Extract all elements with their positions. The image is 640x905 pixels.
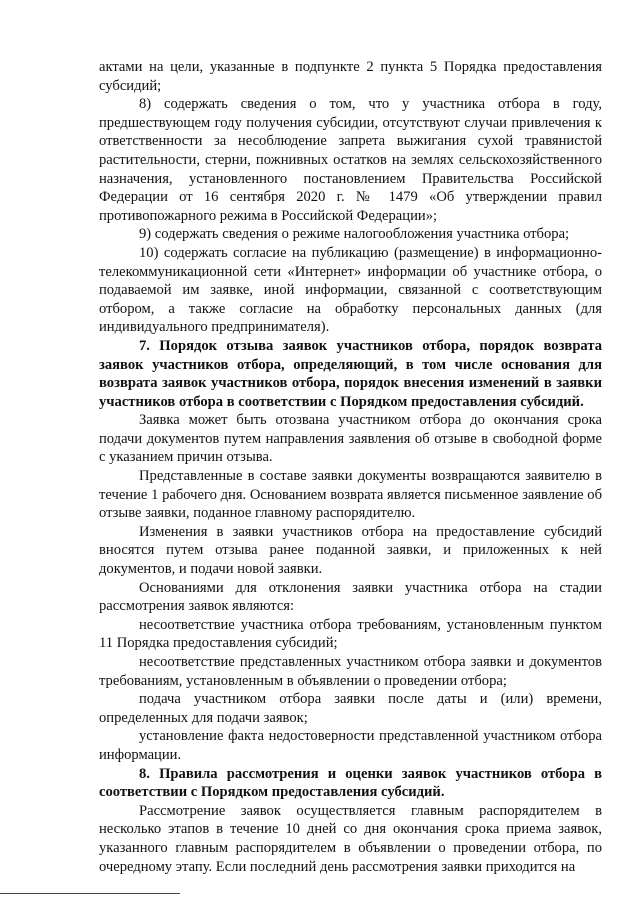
footnote-separator: [0, 893, 180, 894]
paragraph: несоответствие участника отбора требованиям, установленным пунктом 11 Порядка предоставления субсидий;: [99, 616, 602, 652]
document-body: [99, 58, 602, 876]
paragraph: установление факта недостоверности представленной участником отбора информации.: [99, 728, 602, 763]
paragraph: несоответствие представленных участником отбора заявки и документов требованиям, установленным в объявлении о проведении отбора;: [99, 654, 602, 689]
paragraph: 9) содержать сведения о режиме налогообложения участника отбора;: [139, 226, 570, 243]
paragraph: актами на цели, указанные в подпункте 2 пункта 5 Порядка предоставления субсидий;: [99, 59, 602, 94]
section-heading: 7. Порядок отзыва заявок участников отбора, порядок возврата заявок участников отбора, определяющий, в том числе основания для возврата заявок участников отбора, порядок внесения изменений в заявки участников отбора в соответствии с Порядком предоставления субсидий.: [99, 337, 602, 410]
paragraph: Заявка может быть отозвана участником отбора до окончания срока подачи документов путем направления заявления об отзыве в свободной форме с указанием причин отзыва.: [99, 412, 602, 466]
paragraph: Представленные в составе заявки документы возвращаются заявителю в течение 1 рабочего дня. Основанием возврата является письменное заявление об отзыве заявки, поданное главному распорядителю.: [99, 468, 602, 522]
paragraph: 8) содержать сведения о том, что у участника отбора в году, предшествующем году получения субсидии, отсутствуют случаи привлечения к ответственности за несоблюдение запрета выжигания сухой травянистой растительности, стерни, пожнивных остатков на землях сельскохозяйственного назначения, установленного постановлением Правительства Российской Федерации от 16 сентября 2020 г. № 1479 «Об утверждении правил противопожарного режима в Российской Федерации»;: [99, 96, 602, 224]
paragraph: Рассмотрение заявок осуществляется главным распорядителем в несколько этапов в течение 10 дней со дня окончания срока приема заявок, указанного главным распорядителем в объявлении о проведении отбора, по очередному этапу. Если последний день рассмотрения заявки приходится на: [99, 802, 602, 875]
paragraph: Изменения в заявки участников отбора на предоставление субсидий вносятся путем отзыва ранее поданной заявки, и приложенных к ней документов, и подачи новой заявки.: [99, 523, 602, 578]
paragraph: Основаниями для отклонения заявки участника отбора на стадии рассмотрения заявок являются:: [99, 579, 602, 615]
paragraph: 10) содержать согласие на публикацию (размещение) в информационно-телекоммуникационной сети «Интернет» информации об участнике отбора, о подаваемой им заявке, иной информации, связанной с соответствующим отбором, а также согласие на обработку персональных данных (для индивидуального предпринимателя).: [99, 244, 602, 336]
paragraph: подача участником отбора заявки после даты и (или) времени, определенных для подачи заявок;: [99, 691, 602, 726]
section-heading: 8. Правила рассмотрения и оценки заявок участников отбора в соответствии с Порядком предоставления субсидий.: [99, 765, 602, 801]
